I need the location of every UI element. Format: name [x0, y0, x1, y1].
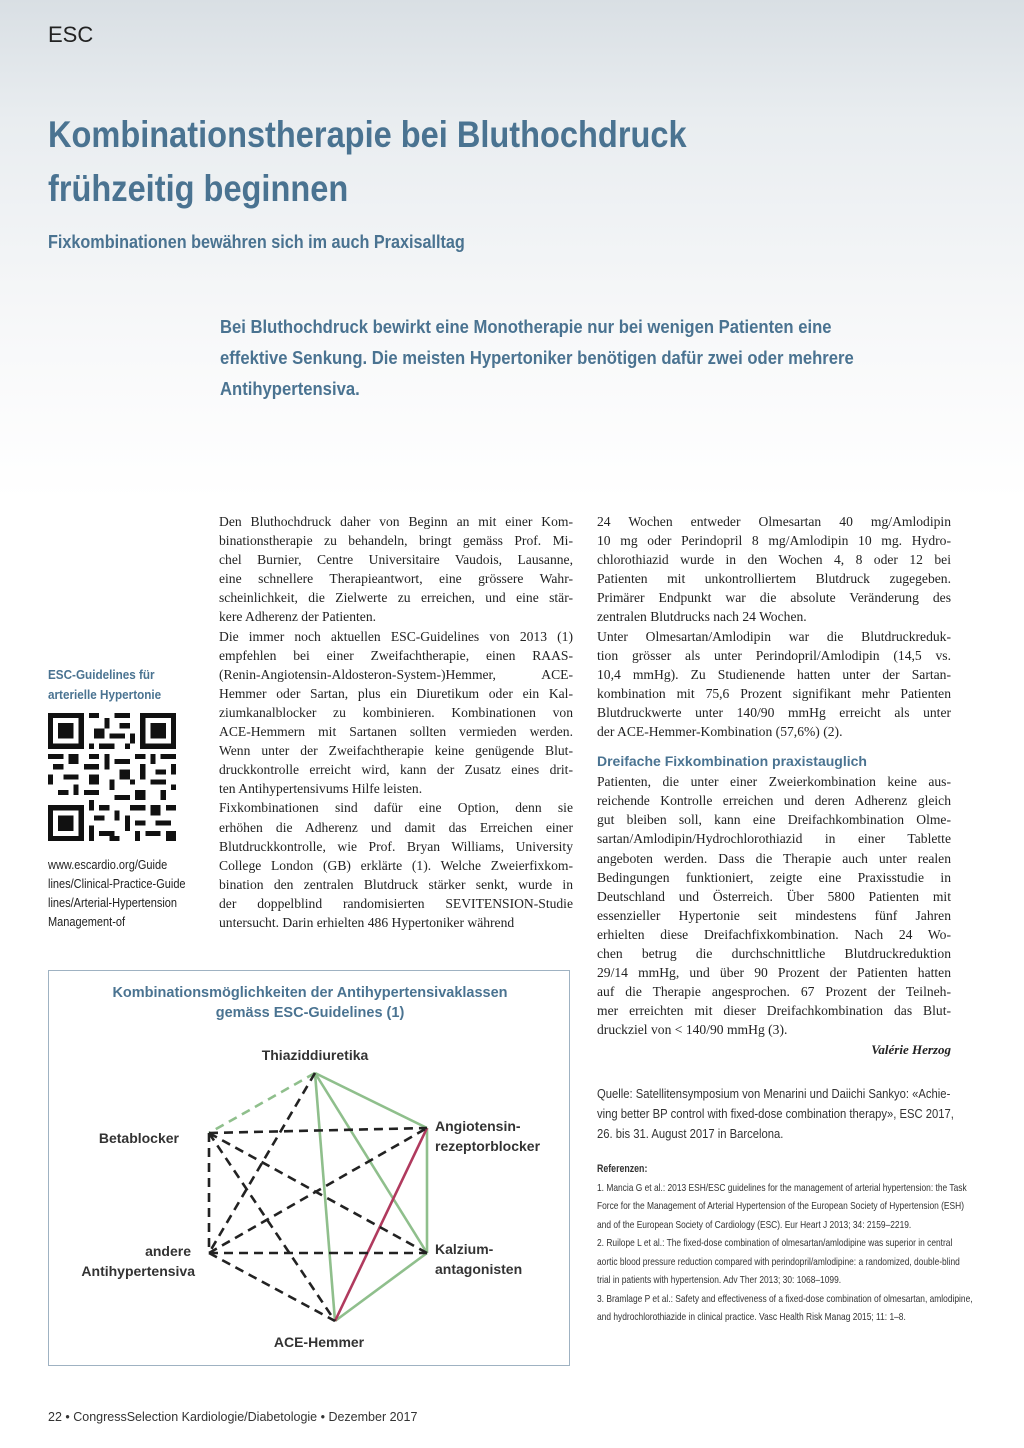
edge-ccb-ace — [335, 1253, 427, 1321]
text-line: bination den zentralen Blutdruck stärker senkt, wurde in — [219, 876, 573, 892]
text-line: chlorothiazid wurde in den Wochen 4, 8 oder 12 bei — [597, 552, 951, 568]
body-text-block — [597, 772, 951, 1039]
text-line: Patienten mit unkontrolliertem Blutdruck zugegeben. — [597, 571, 951, 587]
text-line: Patienten, die unter einer Zweierkombination keine aus- — [597, 774, 951, 790]
source-text: Satellitensymposium von Menarini und Daiichi Sankyo: «Achie- — [635, 1087, 951, 1101]
text-line: Den Bluthochdruck daher von Beginn an mit einer Kom- — [219, 514, 573, 529]
reference-line: and hydrochlorothiazide in clinical practice. Vasc Health Risk Manag 2015; 11: 1–8. — [597, 1311, 906, 1323]
text-line: der doppelblind randomisierten SEVITENSION-Studie — [219, 895, 573, 911]
text-line: Die immer noch aktuellen ESC-Guidelines von 2013 (1) — [219, 628, 573, 644]
text-line: kombination mit 75,6 Prozent signifikant mehr Patienten — [597, 685, 951, 701]
text-line: gut bleiben soll, kann eine Dreifachkombination Olme- — [597, 812, 951, 828]
title-line: Kombinationstherapie bei Bluthochdruck — [48, 114, 687, 155]
text-line: 24 Wochen entweder Olmesartan 40 mg/Amlodipin — [597, 514, 951, 529]
text-line: Fixkombinationen sind dafür eine Option, denn sie — [219, 800, 573, 816]
edge-other-ace — [209, 1253, 335, 1321]
title-line: frühzeitig beginnen — [48, 168, 349, 209]
url-line: www.escardio.org/Guide — [48, 858, 168, 872]
node-arb-line2: rezeptorblocker — [435, 1138, 541, 1154]
text-line: untersucht. Darin erhielten 486 Hypertoniker während — [219, 914, 515, 930]
source-note — [597, 1084, 954, 1144]
reference-line: 3. Bramlage P et al.: Safety and effectiveness of a fixed-dose combination of olmesartan, amlodipine, — [597, 1292, 973, 1305]
sidebar-title-line: arterielle Hypertonie — [48, 687, 162, 702]
source-line: 26. bis 31. August 2017 in Barcelona. — [597, 1127, 784, 1141]
text-line: tion grösser als unter Perindopril/Amlodipin (14,5 vs. — [597, 647, 951, 663]
text-line: Deutschland und Österreich. Über 5800 Patienten mit — [597, 888, 951, 904]
node-other-line1: andere — [145, 1243, 191, 1259]
text-line: Hemmer oder Sartan, plus ein Diuretikum oder ein Kal- — [219, 685, 573, 701]
header-background — [0, 0, 1024, 520]
author-name: Valérie Herzog — [871, 1042, 951, 1058]
text-line: auf die Therapie angesprochen. 67 Prozent der Teilneh- — [597, 984, 951, 1000]
text-line: druckziel von < 140/90 mmHg (3). — [597, 1022, 788, 1038]
text-line: Unter Olmesartan/Amlodipin war die Blutdruckreduk- — [597, 628, 951, 644]
section-label: ESC — [48, 22, 94, 47]
text-line: druckkontrolle erreicht wird, kann der Zusatz eines drit- — [219, 762, 573, 778]
source-label: Quelle: — [597, 1087, 633, 1101]
guidelines-link[interactable] — [48, 856, 186, 932]
reference-line: trial in patients with hypertension. Adv Ther 2013; 30: 1068–1099. — [597, 1274, 842, 1286]
text-line: chel Burnier, Centre Universitaire Vaudois, Lausanne, — [219, 552, 573, 568]
text-line: Primärer Endpunkt war die absolute Veränderung des — [597, 590, 951, 606]
edge-arb-ace — [335, 1128, 427, 1321]
combination-diagram-box — [48, 970, 570, 1366]
text-line: ziumkanalblocker zu kombinieren. Kombinationen von — [219, 704, 573, 720]
reference-line: and of the European Society of Cardiology (ESC). Eur Heart J 2013; 34: 2159–2219. — [597, 1218, 912, 1231]
section-subheading: Dreifache Fixkombination praxistauglich — [597, 753, 867, 770]
text-line: reichende Kontrolle erreichen und deren Adherenz gleich — [597, 793, 951, 809]
node-arb-line1: Angiotensin- — [435, 1118, 521, 1134]
source-line — [597, 1084, 951, 1104]
text-line: (Renin-Angiotensin-Aldosteron-System-)Hemmer, ACE- — [219, 666, 573, 682]
text-line: College London (GB) erklärte (1). Welche Zweierfixkom- — [219, 857, 573, 873]
references — [597, 1160, 973, 1327]
text-line: sartan/Amlodipin/Hydrochlorothiazid in einer Tablette — [597, 831, 951, 847]
reference-line: Force for the Management of Arterial Hypertension of the European Society of Hypertension (ESH) — [597, 1200, 964, 1212]
page-footer: 22 • CongressSelection Kardiologie/Diabetologie • Dezember 2017 — [48, 1410, 418, 1424]
text-line: erhöhen die Adherenz und damit das Erreichen einer — [219, 819, 573, 835]
body-column-right — [597, 512, 951, 1061]
text-line: erhielten diese Dreifachfixkombination. Nach 24 Wo- — [597, 926, 951, 942]
text-line: mer erreichten mit dieser Dreifachkombination das Blut- — [597, 1003, 951, 1019]
text-line: chen betrug die durchschnittliche Blutdruckreduktion — [597, 945, 951, 961]
reference-line: 1. Mancia G et al.: 2013 ESH/ESC guidelines for the management of arterial hypertension: the Task — [597, 1181, 967, 1194]
body-text-block — [597, 512, 951, 741]
text-line: kere Adherenz der Patienten. — [219, 609, 377, 625]
text-line: essenzieller Hypertonie seit mindestens fünf Jahren — [597, 907, 951, 923]
article-title — [48, 108, 840, 216]
edge-beta-ace — [209, 1133, 335, 1321]
combination-diagram — [49, 971, 571, 1367]
text-line: 10,4 mmHg). Zu Studienende hatten unter der Sartan- — [597, 666, 951, 682]
text-line: 10 mg oder Perindopril 8 mg/Amlodipin 10 mg. Hydro- — [597, 533, 951, 549]
lead-line: Antihypertensiva. — [220, 378, 360, 399]
sidebar-title — [48, 665, 161, 705]
article-subtitle: Fixkombinationen bewähren sich im auch Praxisalltag — [48, 232, 465, 252]
sidebar-title-line: ESC-Guidelines für — [48, 667, 155, 682]
text-line: Wenn unter der Zweifachtherapie keine genügende Blut- — [219, 743, 573, 759]
url-line: lines/Clinical-Practice-Guide — [48, 877, 186, 891]
text-line: der ACE-Hemmer-Kombination (57,6%) (2). — [597, 724, 843, 740]
node-ace: ACE-Hemmer — [273, 1334, 365, 1350]
edge-beta-arb — [209, 1128, 427, 1133]
qr-code-icon[interactable] — [48, 713, 176, 841]
article-lead — [220, 311, 886, 404]
node-thiazide: Thiaziddiuretika — [261, 1047, 369, 1063]
url-line: Management-of — [48, 915, 126, 929]
body-column-middle — [219, 512, 573, 932]
text-line: Bedingungen funktioniert, zeigte eine Praxisstudie in — [597, 869, 951, 885]
edge-thiazide-beta — [209, 1073, 315, 1133]
text-line: Blutdruckkontrolle, wie Prof. Bryan Williams, University — [219, 838, 573, 854]
text-line: 29/14 mmHg, und über 90 Prozent der Patienten hatten — [597, 965, 951, 981]
text-line: zentralen Blutdrucks nach 24 Wochen. — [597, 609, 807, 625]
lead-line: effektive Senkung. Die meisten Hypertoniker benötigen dafür zwei oder mehrere — [220, 347, 854, 368]
lead-line: Bei Bluthochdruck bewirkt eine Monotherapie nur bei wenigen Patienten eine — [220, 316, 832, 337]
figure-title-line: Kombinationsmöglichkeiten der Antihypertensivaklassen — [112, 985, 508, 1001]
references-list — [597, 1179, 973, 1327]
node-ccb-line1: Kalzium- — [435, 1241, 494, 1257]
text-line: ACE-Hemmern mit Sartanen sollten vermieden werden. — [219, 724, 573, 740]
text-line: Blutdruckwerte unter 140/90 mmHg erreicht als unter — [597, 704, 951, 720]
text-line: empfehlen bei einer Zweifachtherapie, einen RAAS- — [219, 647, 573, 663]
figure-title-line: gemäss ESC-Guidelines (1) — [215, 1005, 405, 1021]
node-other-line2: Antihypertensiva — [81, 1263, 195, 1279]
text-line: eine schnellere Therapieantwort, eine grössere Wahr- — [219, 571, 573, 587]
text-line: binationstherapie zu behandeln, bringt gemäss Prof. Mi- — [219, 533, 573, 549]
url-line: lines/Arterial-Hypertension — [48, 896, 178, 910]
reference-line: 2. Ruilope L et al.: The fixed-dose combination of olmesartan/amlodipine was superior in central — [597, 1237, 953, 1249]
reference-line: aortic blood pressure reduction compared with perindopril/amlodipine: a randomized, double-blind — [597, 1255, 960, 1268]
node-betablocker: Betablocker — [98, 1130, 179, 1146]
text-line: angeboten werden. Dass die Therapie auch unter realen — [597, 850, 951, 866]
text-line: scheinlichkeit, die Zielwerte zu erreichen, und eine stär- — [219, 590, 573, 606]
references-heading: Referenzen: — [597, 1163, 648, 1175]
edge-thiazide-ace — [315, 1073, 335, 1321]
text-line: ten Antihypertensivums Hilfe leisten. — [219, 781, 423, 797]
source-line: ving better BP control with fixed-dose combination therapy», ESC 2017, — [597, 1107, 954, 1121]
node-ccb-line2: antagonisten — [435, 1261, 523, 1277]
